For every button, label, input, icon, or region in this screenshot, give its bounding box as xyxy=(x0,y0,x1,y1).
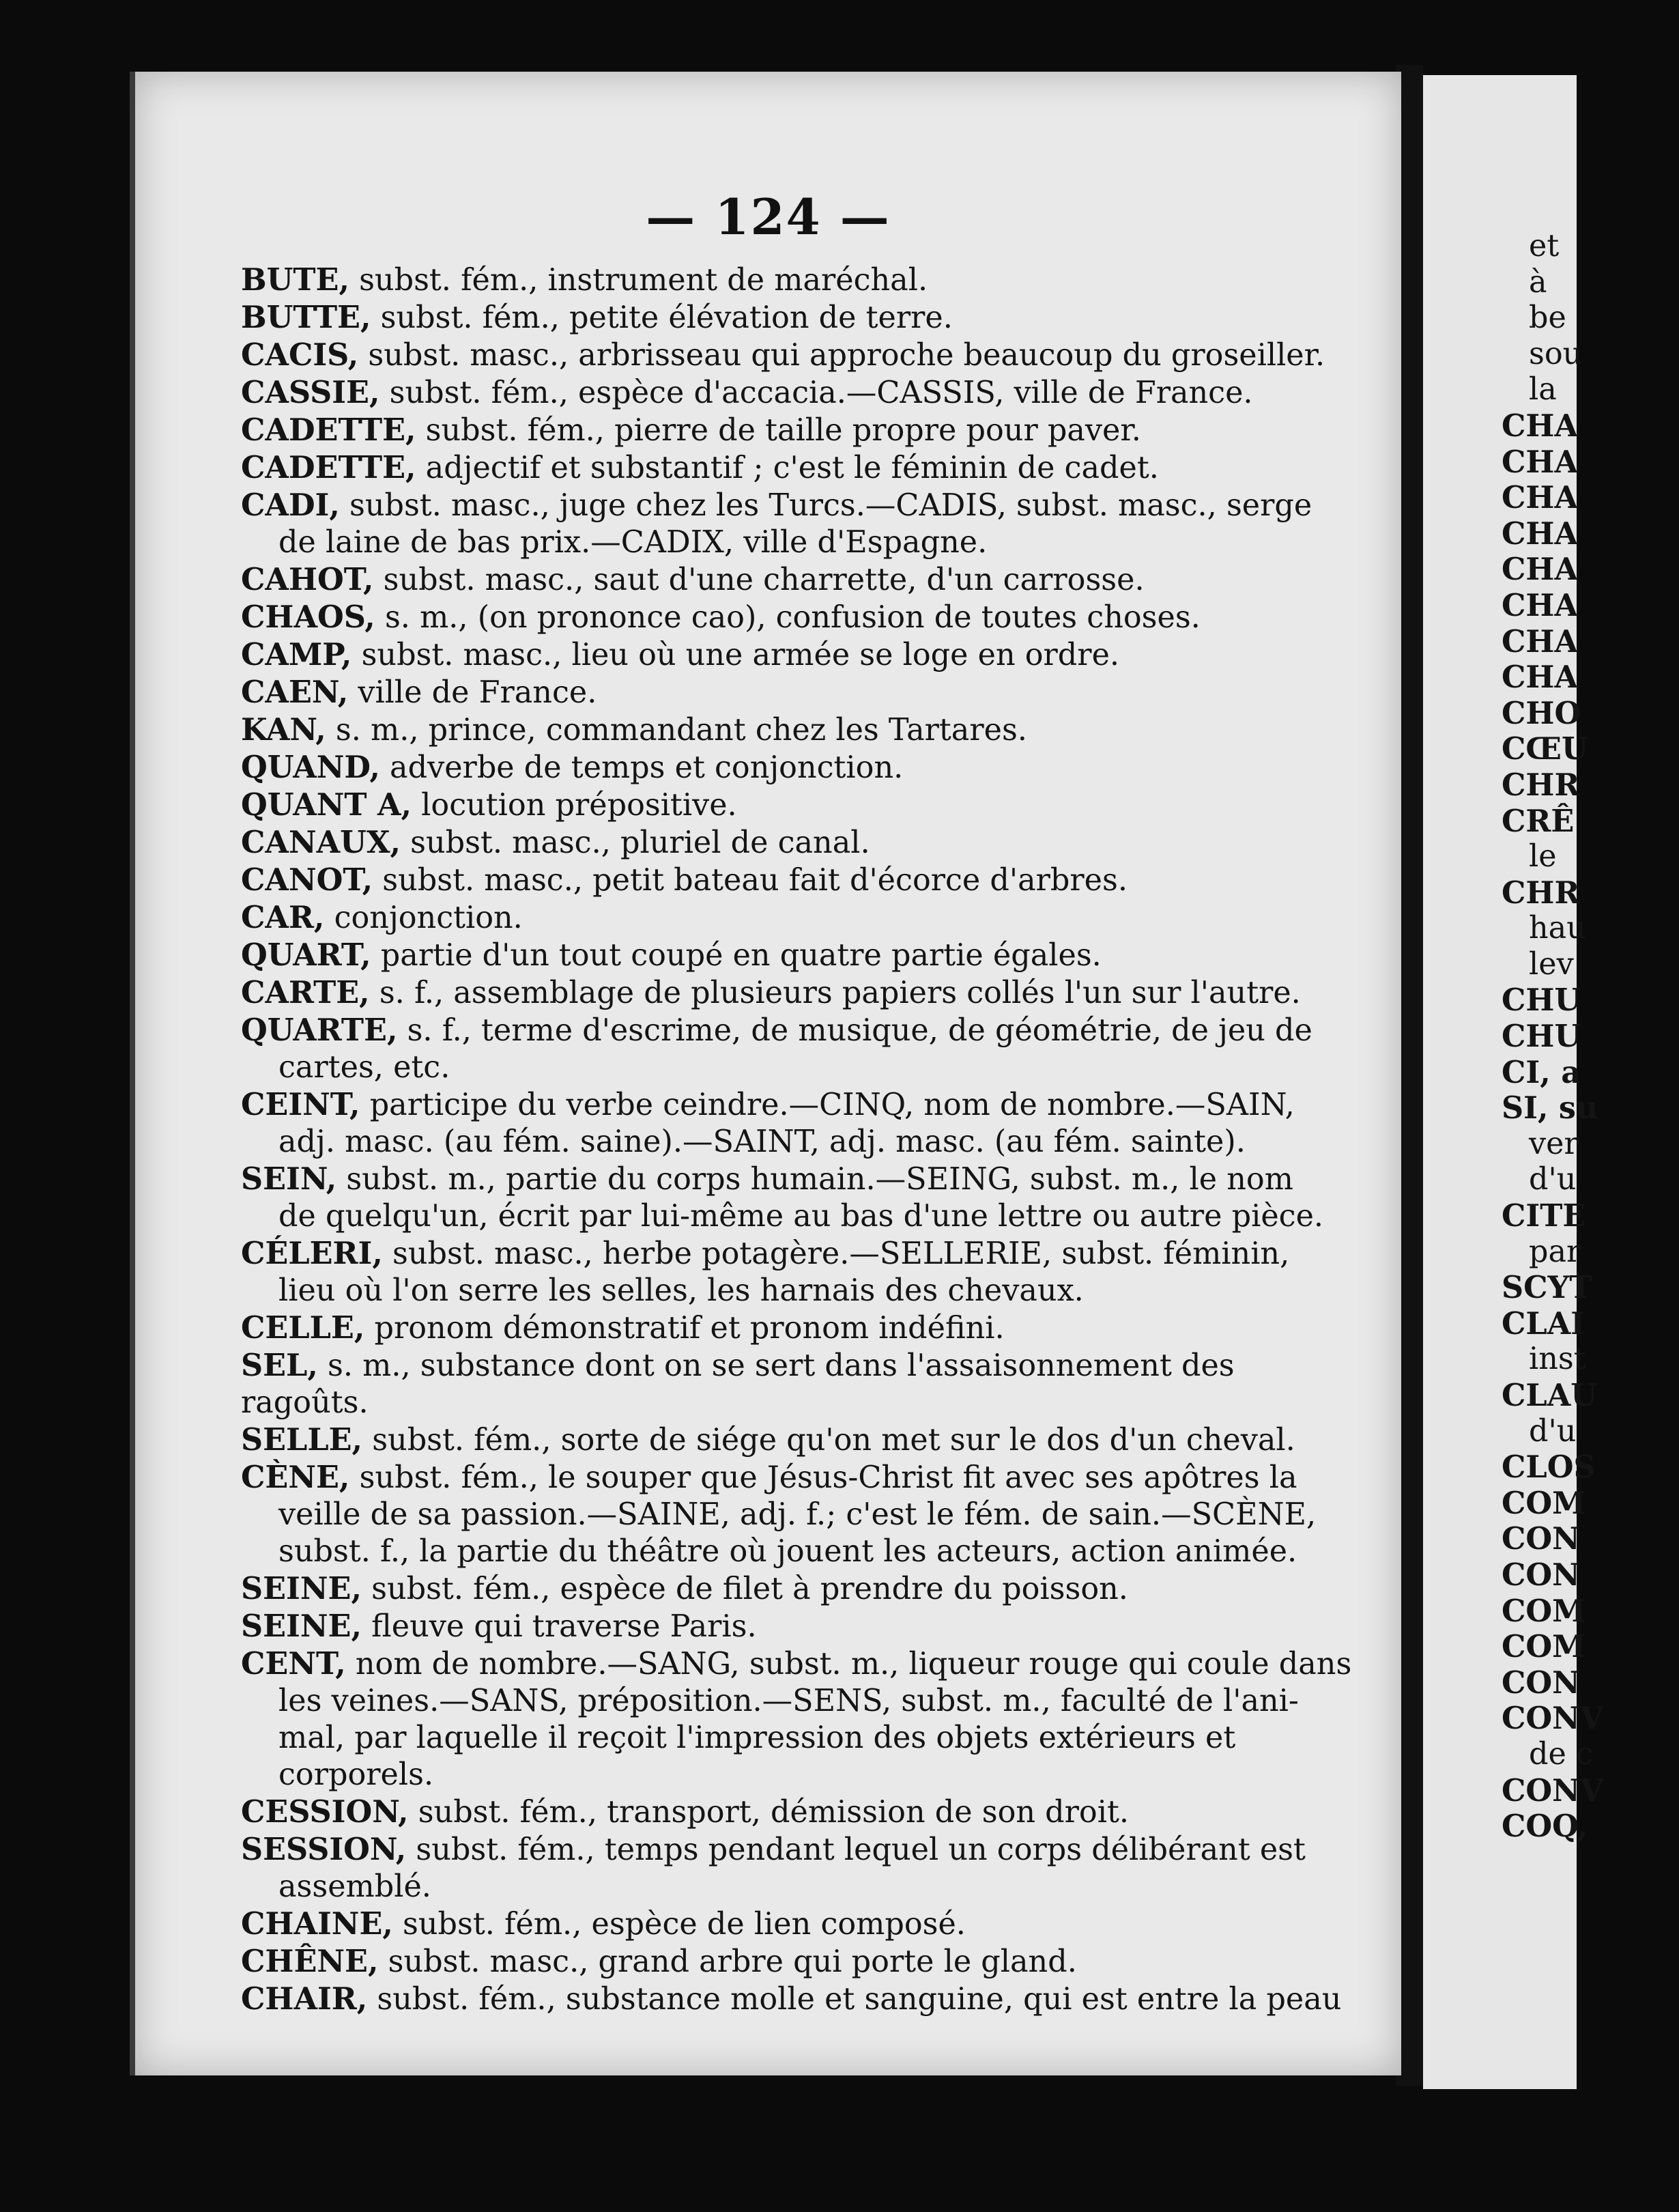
facing-page-line: par xyxy=(1529,1234,1581,1269)
entry-headword: SESSION, xyxy=(241,1832,407,1867)
page-number: — 124 — xyxy=(646,188,891,246)
entry-list xyxy=(241,261,1353,2018)
entry-definition: subst. m., partie du corps humain.—SEING, subst. m., le nom xyxy=(336,1162,1293,1197)
entry-headword: KAN, xyxy=(241,712,326,748)
entry-headword: CACIS, xyxy=(241,337,359,373)
entry-headword: QUARTE, xyxy=(241,1012,398,1048)
dictionary-entry xyxy=(241,1608,1353,1645)
entry-continuation: de laine de bas prix.—CADIX, ville d'Espagne. xyxy=(278,525,988,560)
entry-headword: SEINE, xyxy=(241,1571,362,1606)
entry-headword: CHAOS, xyxy=(241,599,375,635)
facing-page-line: CON xyxy=(1502,1557,1580,1593)
dictionary-entry xyxy=(241,974,1353,1012)
entry-definition: subst. masc., juge chez les Turcs.—CADIS, subst. masc., serge xyxy=(339,488,1312,523)
facing-page-line: CON xyxy=(1502,1664,1580,1701)
dictionary-entry xyxy=(241,1905,1353,1943)
facing-page-line: à xyxy=(1529,264,1547,300)
entry-headword: CAR, xyxy=(241,900,325,935)
entry-headword: CASSIE, xyxy=(241,375,380,410)
facing-page-line: hau xyxy=(1529,911,1586,946)
entry-headword: BUTE, xyxy=(241,262,349,298)
facing-page-line: CHA xyxy=(1502,552,1578,588)
facing-page-line: CHA xyxy=(1502,408,1578,444)
facing-page-line: CRÊ xyxy=(1502,803,1575,839)
facing-page-line: CHU xyxy=(1502,982,1581,1019)
entry-definition: subst. fém., espèce de filet à prendre du poisson. xyxy=(361,1572,1128,1606)
facing-page-line: CHO xyxy=(1502,695,1581,731)
entry-definition: ville de France. xyxy=(348,675,597,710)
entry-headword: BUTTE, xyxy=(241,300,371,335)
entry-headword: SEL, xyxy=(241,1348,318,1383)
dictionary-entry xyxy=(241,1347,1353,1421)
facing-page-line: CHR xyxy=(1502,767,1580,803)
entry-definition: nom de nombre.—SANG, subst. m., liqueur rouge qui coule dans xyxy=(345,1647,1352,1682)
facing-page-line: CŒU xyxy=(1502,731,1588,767)
facing-page-line: CHA xyxy=(1502,623,1578,660)
dictionary-entry xyxy=(241,1421,1353,1459)
facing-page-line: ver xyxy=(1529,1126,1579,1161)
entry-definition: subst. fém., petite élévation de terre. xyxy=(371,300,953,335)
dictionary-entry xyxy=(241,937,1353,974)
entry-continuation: assemblé. xyxy=(278,1869,431,1904)
dictionary-entry xyxy=(241,674,1353,711)
dictionary-entry xyxy=(241,261,1353,299)
entry-definition: pronom démonstratif et pronom indéfini. xyxy=(364,1311,1005,1346)
facing-page-line: d'u xyxy=(1529,1413,1577,1449)
entry-definition: subst. masc., lieu où une armée se loge en ordre. xyxy=(351,638,1120,672)
entry-headword: CAHOT, xyxy=(241,562,374,597)
dictionary-entry xyxy=(241,862,1353,899)
entry-headword: CAEN, xyxy=(241,675,349,710)
dictionary-entry xyxy=(241,1459,1353,1570)
dictionary-entry xyxy=(241,374,1353,412)
entry-definition: subst. fém., substance molle et sanguine, qui est entre la peau xyxy=(367,1982,1342,2017)
dictionary-entry xyxy=(241,1309,1353,1347)
entry-headword: CANOT, xyxy=(241,862,373,898)
entry-headword: SEINE, xyxy=(241,1608,362,1644)
facing-page-line: CHU xyxy=(1502,1019,1581,1055)
entry-definition: subst. masc., pluriel de canal. xyxy=(400,825,870,860)
entry-definition: subst. masc., herbe potagère.—SELLERIE, subst. féminin, xyxy=(382,1236,1290,1271)
entry-headword: QUANT A, xyxy=(241,787,412,823)
dictionary-entry xyxy=(241,487,1353,561)
dictionary-entry xyxy=(241,749,1353,786)
dictionary-entry xyxy=(241,561,1353,599)
dictionary-entry xyxy=(241,636,1353,674)
entry-headword: CADETTE, xyxy=(241,412,416,448)
facing-page-line: CONV xyxy=(1502,1772,1604,1809)
facing-page-line: CON xyxy=(1502,1521,1580,1557)
entry-continuation: veille de sa passion.—SAINE, adj. f.; c'est le fém. de sain.—SCÈNE, xyxy=(278,1497,1317,1532)
dictionary-entry xyxy=(241,1086,1353,1161)
entry-definition: participe du verbe ceindre.—CINQ, nom de nombre.—SAIN, xyxy=(360,1088,1295,1122)
entry-definition: locution prépositive. xyxy=(412,788,737,823)
dictionary-entry xyxy=(241,1012,1353,1086)
entry-definition: adjectif et substantif ; c'est le féminin de cadet. xyxy=(416,451,1159,485)
facing-page-line: et xyxy=(1529,229,1560,264)
dictionary-entry xyxy=(241,449,1353,487)
facing-page-line: de c xyxy=(1529,1736,1593,1772)
facing-page-line: CI, a xyxy=(1502,1054,1581,1090)
facing-page-line: le xyxy=(1529,839,1557,875)
facing-page-line: SI, su xyxy=(1502,1090,1598,1126)
entry-headword: CHAIR, xyxy=(241,1981,368,2017)
facing-page-line: CHR xyxy=(1502,875,1580,911)
dictionary-entry xyxy=(241,1981,1353,2018)
facing-page-line: CHA xyxy=(1502,444,1578,480)
dictionary-entry xyxy=(241,412,1353,449)
facing-page-line: CLAU xyxy=(1502,1378,1598,1413)
entry-definition: s. m., (on prononce cao), confusion de toutes choses. xyxy=(375,600,1201,635)
dictionary-entry xyxy=(241,1235,1353,1309)
dictionary-entry xyxy=(241,299,1353,337)
entry-continuation: de quelqu'un, écrit par lui-même au bas d'une lettre ou autre pièce. xyxy=(278,1199,1324,1234)
dictionary-entry xyxy=(241,1831,1353,1905)
entry-definition: subst. masc., grand arbre qui porte le gland. xyxy=(378,1944,1077,1979)
entry-headword: CAMP, xyxy=(241,637,352,672)
facing-page-line: CHA xyxy=(1502,587,1578,623)
dictionary-entry xyxy=(241,1161,1353,1235)
entry-definition: subst. fém., le souper que Jésus-Christ fit avec ses apôtres la xyxy=(349,1460,1297,1495)
entry-definition: adverbe de temps et conjonction. xyxy=(379,750,904,785)
entry-headword: QUART, xyxy=(241,937,371,973)
facing-page-line: d'u xyxy=(1529,1162,1577,1197)
entry-continuation: adj. masc. (au fém. saine).—SAINT, adj. masc. (au fém. sainte). xyxy=(278,1124,1246,1159)
entry-headword: CELLE, xyxy=(241,1310,365,1346)
entry-definition: subst. fém., espèce de lien composé. xyxy=(392,1907,966,1942)
entry-headword: CEINT, xyxy=(241,1087,360,1122)
facing-page-lines xyxy=(1502,229,1679,1845)
dictionary-entry xyxy=(241,824,1353,862)
entry-headword: CÈNE, xyxy=(241,1460,350,1495)
facing-page-line: CITE xyxy=(1502,1198,1586,1234)
facing-page-line: CONV xyxy=(1502,1701,1604,1737)
dictionary-entry xyxy=(241,1943,1353,1981)
dictionary-entry xyxy=(241,599,1353,636)
entry-continuation: mal, par laquelle il reçoit l'impression des objets extérieurs et corporels. xyxy=(278,1720,1236,1792)
entry-definition: subst. fém., instrument de maréchal. xyxy=(349,263,928,298)
entry-headword: CENT, xyxy=(241,1646,346,1682)
facing-page-line: SCYT xyxy=(1502,1270,1592,1306)
entry-continuation: cartes, etc. xyxy=(278,1050,450,1085)
facing-page-line: COM xyxy=(1502,1629,1586,1665)
facing-page-line: CHA xyxy=(1502,515,1578,552)
entry-definition: subst. masc., petit bateau fait d'écorce d'arbres. xyxy=(373,863,1128,898)
facing-page-line: COQ, xyxy=(1502,1809,1588,1845)
facing-page-line: be xyxy=(1529,300,1566,336)
facing-page-fragment xyxy=(1423,75,1604,2089)
entry-definition: subst. fém., temps pendant lequel un corps délibérant est xyxy=(406,1832,1306,1867)
facing-page-line: COM xyxy=(1502,1485,1586,1521)
dictionary-entry xyxy=(241,1793,1353,1831)
entry-headword: SEIN, xyxy=(241,1161,337,1197)
entry-headword: CHAINE, xyxy=(241,1906,393,1942)
entry-continuation: lieu où l'on serre les selles, les harnais des chevaux. xyxy=(278,1273,1084,1308)
entry-definition: subst. fém., sorte de siége qu'on met sur le dos d'un cheval. xyxy=(362,1423,1295,1458)
entry-definition: subst. masc., saut d'une charrette, d'un carrosse. xyxy=(373,563,1145,597)
facing-page-line: lev xyxy=(1529,946,1574,982)
entry-headword: CHÊNE, xyxy=(241,1944,379,1979)
facing-page-line: CLOS xyxy=(1502,1449,1596,1486)
dictionary-entry xyxy=(241,1570,1353,1608)
facing-page-line: COM xyxy=(1502,1593,1586,1629)
facing-page-line: CHA xyxy=(1502,660,1578,696)
facing-page-line: CLAI xyxy=(1502,1305,1585,1342)
facing-page-line: CHA xyxy=(1502,480,1578,516)
dictionary-entry xyxy=(241,1645,1353,1793)
dictionary-entry xyxy=(241,711,1353,749)
entry-definition: s. f., assemblage de plusieurs papiers collés l'un sur l'autre. xyxy=(369,976,1301,1010)
dictionary-entry xyxy=(241,786,1353,824)
entry-headword: CANAUX, xyxy=(241,825,401,860)
entry-definition: fleuve qui traverse Paris. xyxy=(361,1609,757,1644)
dictionary-entry xyxy=(241,899,1353,937)
entry-definition: subst. masc., arbrisseau qui approche beaucoup du groseiller. xyxy=(358,338,1325,373)
facing-page-line: la xyxy=(1529,372,1557,408)
entry-headword: CÉLERI, xyxy=(241,1236,383,1271)
entry-headword: CADETTE, xyxy=(241,450,416,485)
entry-definition: s. f., terme d'escrime, de musique, de géométrie, de jeu de xyxy=(397,1013,1312,1048)
entry-definition: conjonction. xyxy=(324,901,523,935)
entry-headword: CARTE, xyxy=(241,975,370,1010)
entry-definition: subst. fém., espèce d'accacia.—CASSIS, ville de France. xyxy=(379,375,1253,410)
entry-headword: CADI, xyxy=(241,487,340,523)
entry-definition: partie d'un tout coupé en quatre partie égales. xyxy=(371,938,1102,973)
facing-page-line: inst xyxy=(1529,1342,1586,1377)
dictionary-page xyxy=(130,72,1401,2075)
entry-definition: s. m., substance dont on se sert dans l'assaisonnement des ragoûts. xyxy=(241,1348,1235,1420)
entry-definition: subst. fém., pierre de taille propre pour paver. xyxy=(416,413,1141,448)
dictionary-entry xyxy=(241,337,1353,374)
facing-page-line: sou xyxy=(1529,336,1583,371)
entry-continuation: les veines.—SANS, préposition.—SENS, subst. m., faculté de l'ani- xyxy=(278,1684,1299,1718)
entry-headword: SELLE, xyxy=(241,1422,363,1458)
entry-headword: CESSION, xyxy=(241,1794,409,1830)
entry-definition: subst. fém., transport, démission de son droit. xyxy=(408,1795,1129,1830)
entry-headword: QUAND, xyxy=(241,750,380,785)
entry-definition: s. m., prince, commandant chez les Tartares. xyxy=(326,713,1027,748)
entry-continuation: subst. f., la partie du théâtre où jouent les acteurs, action animée. xyxy=(278,1534,1297,1569)
